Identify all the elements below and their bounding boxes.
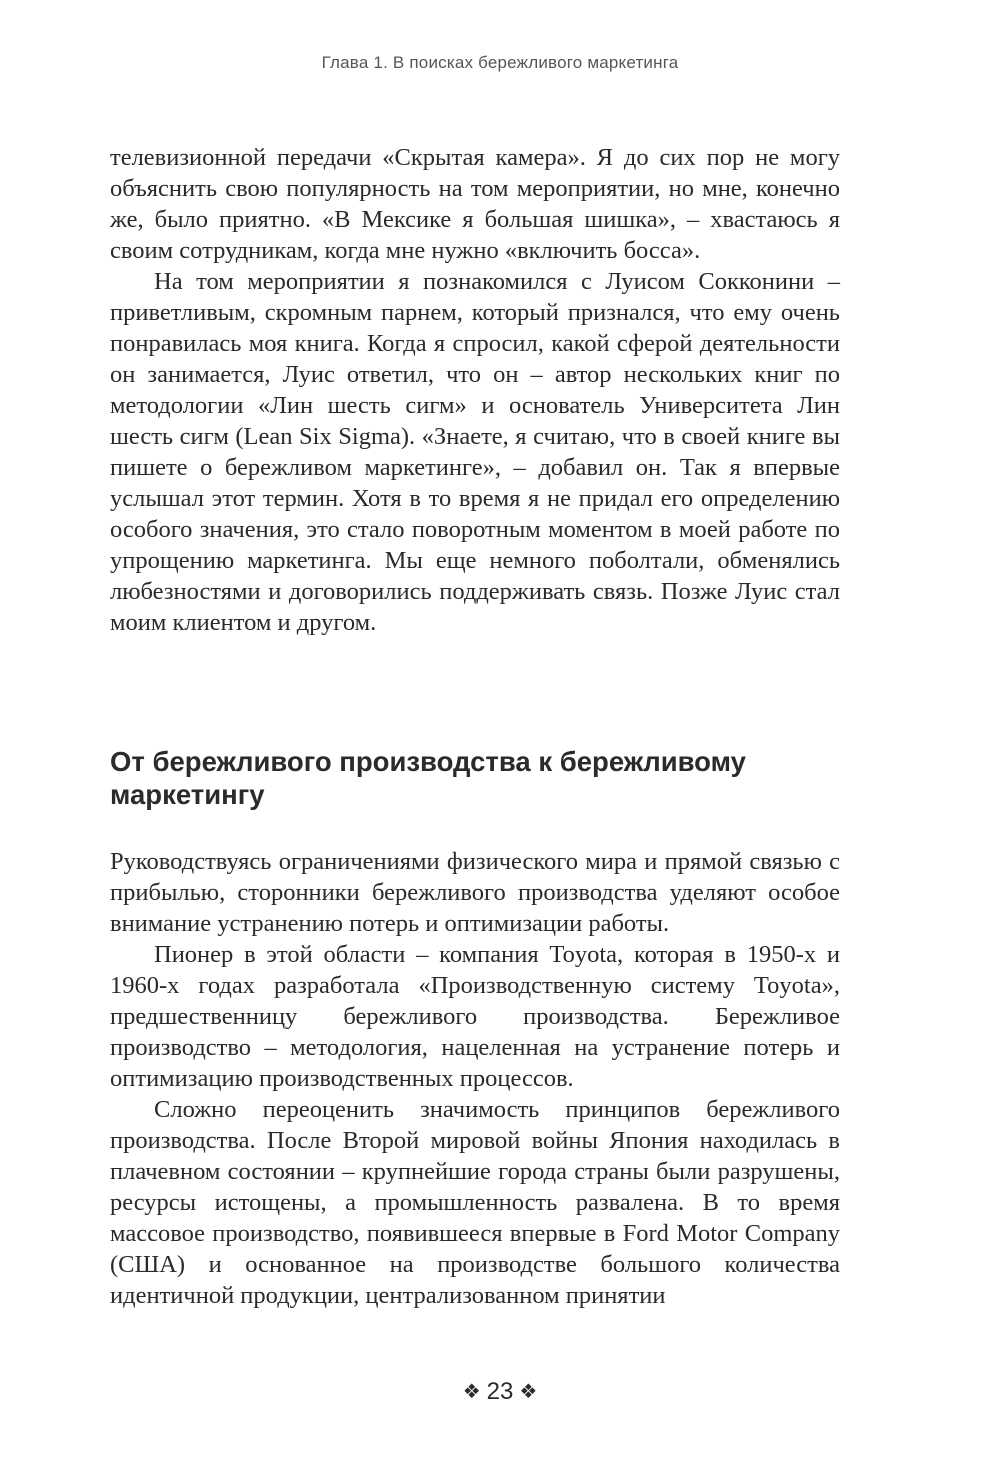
paragraph: телевизионной передачи «Скрытая камера». Я до сих пор не могу объяснить свою популярность на том мероприятии, но мне, конечно же, было приятно. «В Мексике я большая шишка», – хвастаюсь я своим сотрудникам, когда мне нужно «включить босса». (110, 144, 840, 264)
page-footer (0, 1378, 1000, 1406)
ornament-left-icon: ❖ (462, 1381, 481, 1403)
paragraph: На том мероприятии я познакомился с Луисом Сокконини – приветливым, скромным парнем, который признался, что ему очень понравилась моя книга. Когда я спросил, какой сферой деятельности он занимается, Луис ответил, что он – автор нескольких книг по методологии «Лин шесть сигм» и основатель Университета Лин шесть сигм (Lean Six Sigma). «Знаете, я считаю, что в своей книге вы пишете о бережливом маркетинге», – добавил он. Так я впервые услышал этот термин. Хотя в то время я не придал его определению особого значения, это стало поворотным моментом в моей работе по упрощению маркетинга. Мы еще немного поболтали, обменялись любезностями и договорились поддерживать связь. Позже Луис стал моим клиентом и другом. (110, 268, 840, 636)
paragraph: Пионер в этой области – компания Toyota, которая в 1950-х и 1960-х годах разработала «Производственную систему Toyota», предшественницу бережливого производства. Бережливое производство – методология, нацеленная на устранение потерь и оптимизацию производственных процессов. (110, 941, 840, 1092)
paragraph: Руководствуясь ограничениями физического мира и прямой связью с прибылью, сторонники бережливого производства уделяют особое внимание устранению потерь и оптимизации работы. (110, 848, 840, 937)
section-heading: От бережливого производства к бережливому маркетингу (110, 746, 746, 810)
text-block-section (110, 846, 840, 1311)
ornament-right-icon: ❖ (519, 1381, 538, 1403)
text-block-intro (110, 142, 840, 638)
page-number: 23 (486, 1378, 514, 1405)
running-head: Глава 1. В поисках бережливого маркетинга (321, 53, 679, 72)
paragraph: Сложно переоценить значимость принципов бережливого производства. После Второй мировой войны Япония находилась в плачевном состоянии – крупнейшие города страны были разрушены, ресурсы истощены, а промышленность развалена. В то время массовое производство, появившееся впервые в Ford Motor Company (США) и основанное на производстве большого количества идентичной продукции, централизованном принятии (110, 1096, 840, 1309)
